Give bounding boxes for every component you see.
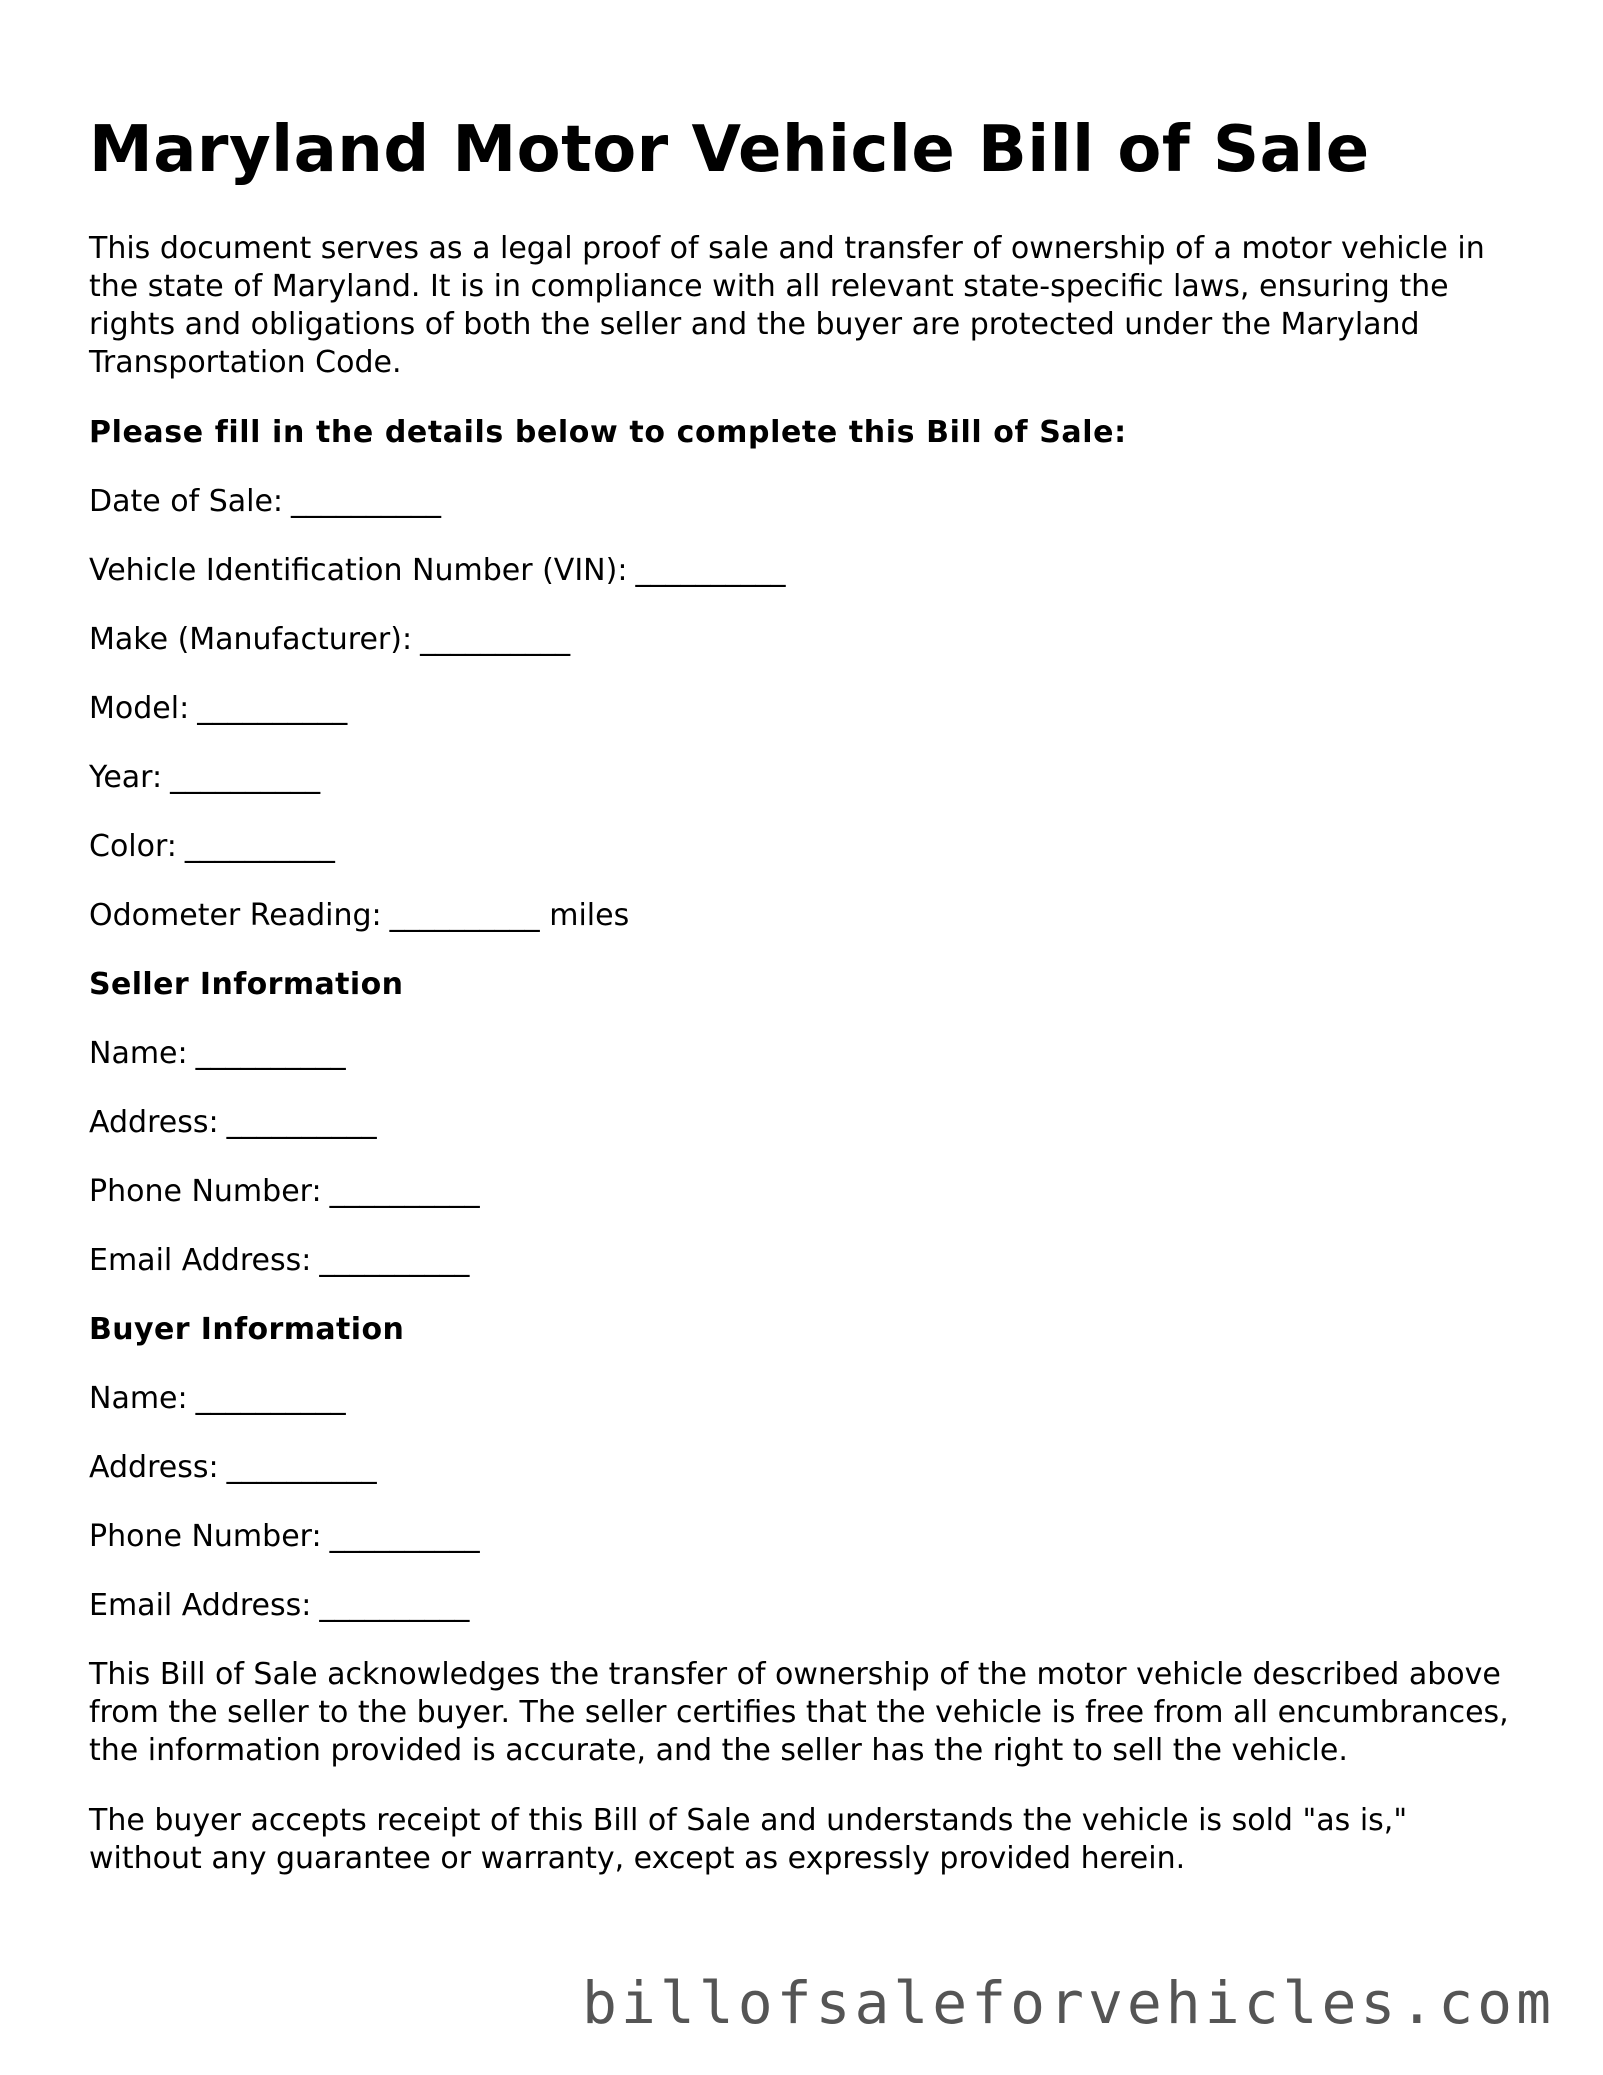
field-seller-address — [89, 1104, 1529, 1142]
blank-line[interactable]: __________ — [226, 1450, 377, 1485]
field-label: Email Address: — [89, 1243, 312, 1278]
intro-paragraph: This document serves as a legal proof of sale and transfer of ownership of a motor vehicle in the state of Maryland. It is in compliance with all relevant state-specific laws, ensuring the rights and obligations of both the seller and the buyer are protected under the Maryland Transportation Code. — [89, 231, 1485, 380]
field-label: Odometer Reading: — [89, 898, 382, 933]
document-title: Maryland Motor Vehicle Bill of Sale — [89, 113, 1370, 187]
closing-paragraph-2: The buyer accepts receipt of this Bill of Sale and understands the vehicle is sold "as is," without any guarantee or warranty, except as expressly provided herein. — [89, 1803, 1408, 1876]
field-label: Make (Manufacturer): — [89, 622, 413, 657]
field-year — [89, 759, 1529, 797]
field-label: Name: — [89, 1381, 188, 1416]
blank-line[interactable]: __________ — [195, 1036, 346, 1071]
seller-heading: Seller Information — [89, 967, 404, 1002]
buyer-heading: Buyer Information — [89, 1312, 405, 1347]
field-make — [89, 621, 1529, 659]
blank-line[interactable]: __________ — [329, 1519, 480, 1554]
field-label: Name: — [89, 1036, 188, 1071]
blank-line[interactable]: __________ — [291, 484, 442, 519]
field-vin — [89, 552, 1529, 590]
field-seller-email — [89, 1242, 1529, 1280]
field-model — [89, 690, 1529, 728]
field-label: Year: — [89, 760, 163, 795]
watermark-url: billofsaleforvehicles.com — [582, 1969, 1555, 2037]
field-odometer — [89, 897, 1529, 935]
field-buyer-email — [89, 1587, 1529, 1625]
field-label: Color: — [89, 829, 177, 864]
blank-line[interactable]: __________ — [329, 1174, 480, 1209]
field-seller-phone — [89, 1173, 1529, 1211]
blank-line[interactable]: __________ — [170, 760, 321, 795]
field-buyer-name — [89, 1380, 1529, 1418]
field-buyer-address — [89, 1449, 1529, 1487]
field-label: Address: — [89, 1450, 219, 1485]
document-page — [89, 110, 1529, 1878]
blank-line[interactable]: __________ — [195, 1381, 346, 1416]
field-seller-name — [89, 1035, 1529, 1073]
blank-line[interactable]: __________ — [319, 1243, 470, 1278]
field-label: Address: — [89, 1105, 219, 1140]
closing-paragraph-1: This Bill of Sale acknowledges the transfer of ownership of the motor vehicle described above from the seller to the buyer. The seller certifies that the vehicle is free from all encumbrances, the information provided is accurate, and the seller has the right to sell the vehicle. — [89, 1657, 1509, 1768]
field-label: Vehicle Identification Number (VIN): — [89, 553, 628, 588]
instruction-text: Please fill in the details below to complete this Bill of Sale: — [89, 415, 1127, 450]
field-color — [89, 828, 1529, 866]
blank-line[interactable]: __________ — [389, 898, 540, 933]
field-buyer-phone — [89, 1518, 1529, 1556]
blank-line[interactable]: __________ — [197, 691, 348, 726]
field-label: Phone Number: — [89, 1174, 322, 1209]
field-label: Email Address: — [89, 1588, 312, 1623]
odometer-unit: miles — [549, 898, 630, 933]
blank-line[interactable]: __________ — [319, 1588, 470, 1623]
field-label: Date of Sale: — [89, 484, 284, 519]
field-label: Phone Number: — [89, 1519, 322, 1554]
field-date-of-sale — [89, 483, 1529, 521]
blank-line[interactable]: __________ — [226, 1105, 377, 1140]
blank-line[interactable]: __________ — [420, 622, 571, 657]
blank-line[interactable]: __________ — [635, 553, 786, 588]
blank-line[interactable]: __________ — [184, 829, 335, 864]
field-label: Model: — [89, 691, 190, 726]
